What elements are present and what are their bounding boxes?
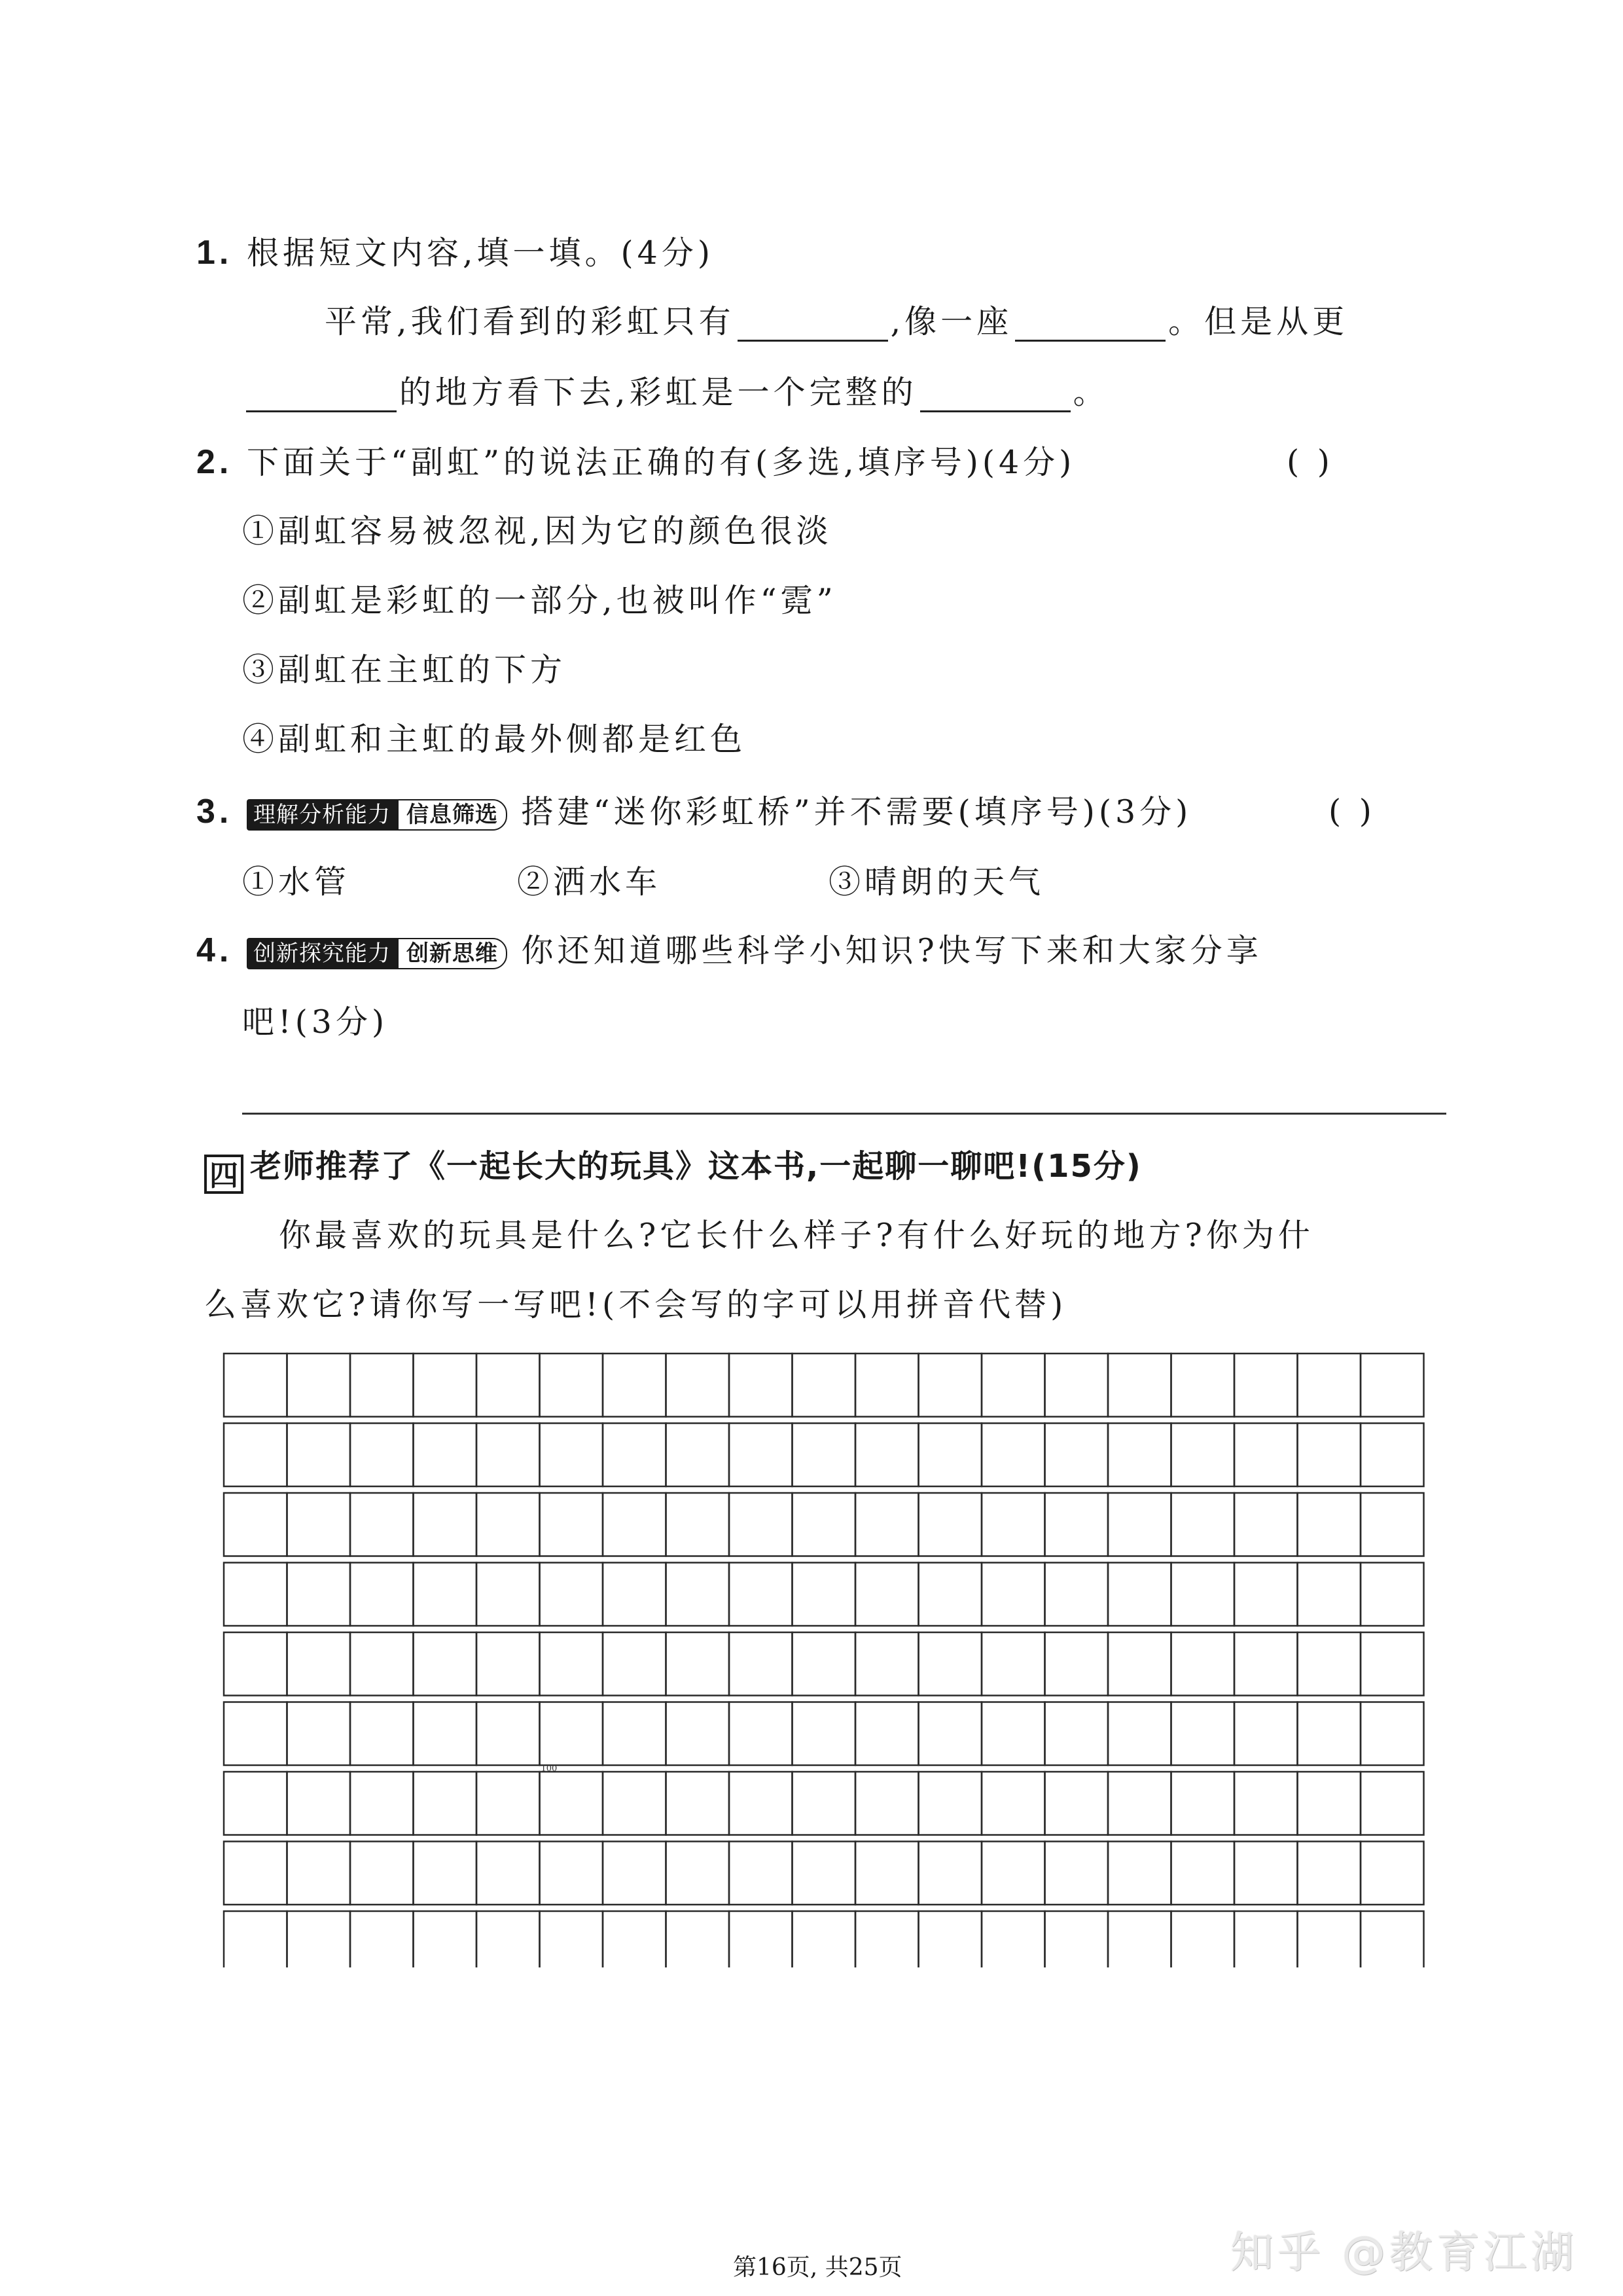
writing-grid[interactable] (223, 1352, 1427, 1967)
grid-cell[interactable] (855, 1842, 919, 1905)
grid-cell[interactable] (793, 1911, 856, 1967)
section4-instruction-line1: 你最喜欢的玩具是什么?它长什么样子?有什么好玩的地方?你为什 (279, 1217, 1314, 1254)
grid-cell[interactable] (1045, 1493, 1109, 1556)
grid-cell[interactable] (1298, 1424, 1361, 1487)
grid-cell[interactable] (603, 1911, 666, 1967)
grid-cell[interactable] (540, 1772, 603, 1835)
grid-cell[interactable] (855, 1772, 919, 1835)
q2-option-1: ①副虹容易被忽视,因为它的颜色很淡 (242, 512, 832, 550)
grid-cell[interactable] (1108, 1424, 1171, 1487)
grid-cell[interactable] (666, 1632, 730, 1696)
grid-cell[interactable] (287, 1563, 351, 1626)
grid-cell[interactable] (1045, 1424, 1109, 1487)
grid-cell[interactable] (414, 1702, 477, 1766)
grid-cell[interactable] (287, 1702, 351, 1766)
grid-cell[interactable] (919, 1842, 982, 1905)
q4-prompt-line2: 吧!(3分) (242, 1003, 389, 1041)
grid-cell[interactable] (350, 1493, 414, 1556)
grid-cell[interactable] (1045, 1354, 1109, 1417)
q3-answer-paren[interactable]: ( ) (1329, 793, 1376, 830)
grid-cell[interactable] (1361, 1842, 1424, 1905)
grid-cell[interactable] (666, 1911, 730, 1967)
grid-cell[interactable] (1171, 1842, 1235, 1905)
grid-cell[interactable] (540, 1424, 603, 1487)
q1-line1-text-a: 平常,我们看到的彩虹只有 (325, 303, 735, 340)
grid-cell[interactable] (1108, 1493, 1171, 1556)
grid-cell[interactable] (476, 1354, 540, 1417)
q1-blank-2[interactable] (1015, 307, 1166, 342)
grid-cell[interactable] (540, 1563, 603, 1626)
grid-cell[interactable] (729, 1842, 793, 1905)
grid-cell[interactable] (666, 1563, 730, 1626)
grid-count-mark: 100 (541, 1764, 558, 1774)
grid-cell[interactable] (476, 1842, 540, 1905)
grid-cell[interactable] (729, 1354, 793, 1417)
grid-cell[interactable] (224, 1563, 287, 1626)
q4-prompt-line1: 你还知道哪些科学小知识?快写下来和大家分享 (521, 932, 1262, 969)
grid-cell[interactable] (1234, 1911, 1298, 1967)
q3-option-2: ②洒水车 (517, 863, 662, 901)
grid-cell[interactable] (1298, 1354, 1361, 1417)
grid-cell[interactable] (287, 1911, 351, 1967)
grid-cell[interactable] (1298, 1911, 1361, 1967)
grid-cell[interactable] (982, 1772, 1045, 1835)
grid-cell[interactable] (476, 1493, 540, 1556)
grid-cell[interactable] (793, 1424, 856, 1487)
grid-cell[interactable] (1045, 1702, 1109, 1766)
q2-prompt-row (196, 442, 1075, 482)
grid-cell[interactable] (666, 1842, 730, 1905)
grid-cell[interactable] (1234, 1354, 1298, 1417)
grid-cell[interactable] (350, 1632, 414, 1696)
grid-cell[interactable] (287, 1424, 351, 1487)
grid-cell[interactable] (1298, 1702, 1361, 1766)
grid-cell[interactable] (982, 1702, 1045, 1766)
grid-cell[interactable] (540, 1493, 603, 1556)
q1-line2-text-a: 的地方看下去,彩虹是一个完整的 (399, 374, 918, 411)
grid-cell[interactable] (855, 1632, 919, 1696)
grid-cell[interactable] (414, 1563, 477, 1626)
grid-cell[interactable] (603, 1354, 666, 1417)
grid-cell[interactable] (1171, 1632, 1235, 1696)
grid-cell[interactable] (1361, 1911, 1424, 1967)
grid-cell[interactable] (1045, 1772, 1109, 1835)
q1-blank-4[interactable] (920, 378, 1071, 412)
q2-option-3: ③副虹在主虹的下方 (242, 651, 567, 689)
grid-cell[interactable] (414, 1632, 477, 1696)
q4-answer-line[interactable] (242, 1113, 1446, 1115)
page-number: 第16页, 共25页 (733, 2254, 902, 2281)
grid-cell[interactable] (1171, 1424, 1235, 1487)
grid-cell[interactable] (414, 1772, 477, 1835)
grid-cell[interactable] (1108, 1842, 1171, 1905)
grid-cell[interactable] (919, 1424, 982, 1487)
grid-cell[interactable] (793, 1842, 856, 1905)
section4-instruction-line2: 么喜欢它?请你写一写吧!(不会写的字可以用拼音代替) (204, 1286, 1067, 1323)
grid-cell[interactable] (666, 1772, 730, 1835)
grid-cell[interactable] (1171, 1493, 1235, 1556)
grid-cell[interactable] (1361, 1563, 1424, 1626)
grid-cell[interactable] (982, 1911, 1045, 1967)
q4-skill-tag: 创新探究能力 (247, 938, 397, 969)
q3-option-3: ③晴朗的天气 (829, 863, 1045, 901)
grid-cell[interactable] (1234, 1702, 1298, 1766)
grid-cell[interactable] (414, 1842, 477, 1905)
q1-line2 (246, 373, 1109, 412)
grid-cell[interactable] (1234, 1632, 1298, 1696)
grid-cell[interactable] (476, 1772, 540, 1835)
section4-title: 老师推荐了《一起长大的玩具》这本书,一起聊一聊吧!(15分) (250, 1148, 1142, 1185)
grid-cell[interactable] (855, 1354, 919, 1417)
grid-cell[interactable] (666, 1424, 730, 1487)
grid-cell[interactable] (729, 1493, 793, 1556)
grid-cell[interactable] (1045, 1632, 1109, 1696)
grid-cell[interactable] (287, 1354, 351, 1417)
grid-cell[interactable] (855, 1563, 919, 1626)
grid-cell[interactable] (414, 1493, 477, 1556)
grid-cell[interactable] (603, 1772, 666, 1835)
q1-blank-1[interactable] (738, 307, 888, 342)
grid-cell[interactable] (1045, 1842, 1109, 1905)
grid-cell[interactable] (793, 1772, 856, 1835)
grid-cell[interactable] (350, 1354, 414, 1417)
grid-cell[interactable] (224, 1702, 287, 1766)
grid-cell[interactable] (1298, 1493, 1361, 1556)
grid-cell[interactable] (793, 1632, 856, 1696)
grid-cell[interactable] (1298, 1632, 1361, 1696)
grid-cell[interactable] (1171, 1354, 1235, 1417)
grid-cell[interactable] (603, 1563, 666, 1626)
q2-option-2: ②副虹是彩虹的一部分,也被叫作“霓” (242, 582, 837, 619)
q4-prompt-row (196, 931, 1262, 971)
grid-cell[interactable] (224, 1493, 287, 1556)
grid-cell[interactable] (350, 1842, 414, 1905)
q3-subskill-tag: 信息筛选 (397, 799, 507, 831)
grid-cell[interactable] (1171, 1772, 1235, 1835)
grid-cell[interactable] (603, 1702, 666, 1766)
grid-cell[interactable] (729, 1772, 793, 1835)
grid-cell[interactable] (855, 1493, 919, 1556)
q1-prompt-row (196, 233, 714, 273)
grid-cell[interactable] (540, 1354, 603, 1417)
grid-cell[interactable] (1298, 1563, 1361, 1626)
grid-cell[interactable] (1234, 1772, 1298, 1835)
grid-cell[interactable] (414, 1911, 477, 1967)
q1-prompt: 根据短文内容,填一填。(4分) (246, 234, 714, 272)
q4-number: 4. (196, 931, 233, 969)
grid-cell[interactable] (603, 1493, 666, 1556)
grid-cell[interactable] (1108, 1563, 1171, 1626)
grid-cell[interactable] (287, 1632, 351, 1696)
grid-cell[interactable] (224, 1354, 287, 1417)
grid-cell[interactable] (350, 1563, 414, 1626)
grid-cell[interactable] (666, 1493, 730, 1556)
section4-heading (204, 1145, 1142, 1194)
q4-subskill-tag: 创新思维 (397, 938, 507, 969)
grid-cell[interactable] (540, 1632, 603, 1696)
q3-option-1: ①水管 (242, 863, 351, 901)
q1-blank-3[interactable] (246, 378, 397, 412)
grid-cell[interactable] (350, 1772, 414, 1835)
q3-prompt: 搭建“迷你彩虹桥”并不需要(填序号)(3分) (521, 793, 1192, 831)
grid-cell[interactable] (224, 1842, 287, 1905)
grid-cell[interactable] (1361, 1702, 1424, 1766)
grid-cell[interactable] (476, 1424, 540, 1487)
grid-cell[interactable] (919, 1911, 982, 1967)
q3-prompt-row (196, 792, 1192, 832)
grid-cell[interactable] (603, 1632, 666, 1696)
grid-cell[interactable] (1361, 1772, 1424, 1835)
grid-cell[interactable] (666, 1702, 730, 1766)
grid-cell[interactable] (793, 1702, 856, 1766)
grid-cell[interactable] (919, 1702, 982, 1766)
grid-cell[interactable] (350, 1702, 414, 1766)
grid-cell[interactable] (1171, 1563, 1235, 1626)
grid-cell[interactable] (476, 1911, 540, 1967)
watermark: 知乎 @教育江湖 (1230, 2227, 1578, 2278)
grid-cell[interactable] (603, 1842, 666, 1905)
grid-cell[interactable] (1171, 1911, 1235, 1967)
grid-cell[interactable] (224, 1424, 287, 1487)
grid-cell[interactable] (476, 1702, 540, 1766)
grid-cell[interactable] (982, 1354, 1045, 1417)
grid-cell[interactable] (224, 1632, 287, 1696)
grid-cell[interactable] (224, 1911, 287, 1967)
grid-cell[interactable] (1298, 1842, 1361, 1905)
q1-line1 (325, 302, 1348, 342)
q3-skill-tag: 理解分析能力 (247, 799, 397, 831)
q2-prompt: 下面关于“副虹”的说法正确的有(多选,填序号)(4分) (246, 444, 1076, 481)
grid-cell[interactable] (224, 1772, 287, 1835)
grid-cell[interactable] (793, 1354, 856, 1417)
q1-line2-text-b: 。 (1073, 374, 1109, 411)
grid-cell[interactable] (982, 1424, 1045, 1487)
q2-number: 2. (196, 443, 233, 481)
grid-cell[interactable] (919, 1632, 982, 1696)
q2-answer-paren[interactable]: ( ) (1287, 443, 1334, 480)
grid-cell[interactable] (476, 1632, 540, 1696)
grid-cell[interactable] (414, 1354, 477, 1417)
grid-cell[interactable] (1108, 1772, 1171, 1835)
grid-cell[interactable] (919, 1354, 982, 1417)
grid-cell[interactable] (1361, 1354, 1424, 1417)
grid-cell[interactable] (1361, 1424, 1424, 1487)
grid-cell[interactable] (982, 1493, 1045, 1556)
grid-cell[interactable] (1298, 1772, 1361, 1835)
grid-cell[interactable] (1108, 1702, 1171, 1766)
grid-cell[interactable] (666, 1354, 730, 1417)
q3-number: 3. (196, 793, 233, 831)
grid-cell[interactable] (729, 1632, 793, 1696)
grid-cell[interactable] (982, 1563, 1045, 1626)
grid-cell[interactable] (919, 1772, 982, 1835)
grid-cell[interactable] (540, 1911, 603, 1967)
grid-cell[interactable] (1108, 1911, 1171, 1967)
grid-cell[interactable] (603, 1424, 666, 1487)
grid-cell[interactable] (793, 1563, 856, 1626)
grid-cell[interactable] (1108, 1354, 1171, 1417)
grid-cell[interactable] (919, 1493, 982, 1556)
grid-cell[interactable] (1045, 1563, 1109, 1626)
grid-cell[interactable] (350, 1911, 414, 1967)
q1-number: 1. (196, 234, 233, 272)
grid-cell[interactable] (919, 1563, 982, 1626)
grid-cell[interactable] (855, 1424, 919, 1487)
grid-cell[interactable] (855, 1702, 919, 1766)
grid-cell[interactable] (287, 1772, 351, 1835)
grid-cell[interactable] (476, 1563, 540, 1626)
grid-cell[interactable] (1234, 1493, 1298, 1556)
grid-cell[interactable] (729, 1424, 793, 1487)
grid-cell[interactable] (855, 1911, 919, 1967)
grid-cell[interactable] (1361, 1632, 1424, 1696)
grid-cell[interactable] (982, 1842, 1045, 1905)
grid-cell[interactable] (729, 1563, 793, 1626)
grid-cell[interactable] (1171, 1702, 1235, 1766)
grid-cell[interactable] (1234, 1563, 1298, 1626)
grid-cell[interactable] (1234, 1842, 1298, 1905)
grid-cell[interactable] (729, 1702, 793, 1766)
grid-cell[interactable] (1045, 1911, 1109, 1967)
grid-cell[interactable] (982, 1632, 1045, 1696)
grid-cell[interactable] (287, 1493, 351, 1556)
grid-cell[interactable] (793, 1493, 856, 1556)
section4-marker: 四 (204, 1155, 243, 1194)
grid-cell[interactable] (414, 1424, 477, 1487)
q1-line1-text-b: ,像一座 (890, 303, 1013, 340)
grid-cell[interactable] (729, 1911, 793, 1967)
grid-cell[interactable] (540, 1842, 603, 1905)
q2-option-4: ④副虹和主虹的最外侧都是红色 (242, 721, 747, 758)
grid-cell[interactable] (1234, 1424, 1298, 1487)
grid-cell[interactable] (350, 1424, 414, 1487)
grid-cell[interactable] (1361, 1493, 1424, 1556)
q1-line1-text-c: 。但是从更 (1168, 303, 1349, 340)
grid-cell[interactable] (287, 1842, 351, 1905)
grid-cell[interactable] (540, 1702, 603, 1766)
grid-cell[interactable] (1108, 1632, 1171, 1696)
